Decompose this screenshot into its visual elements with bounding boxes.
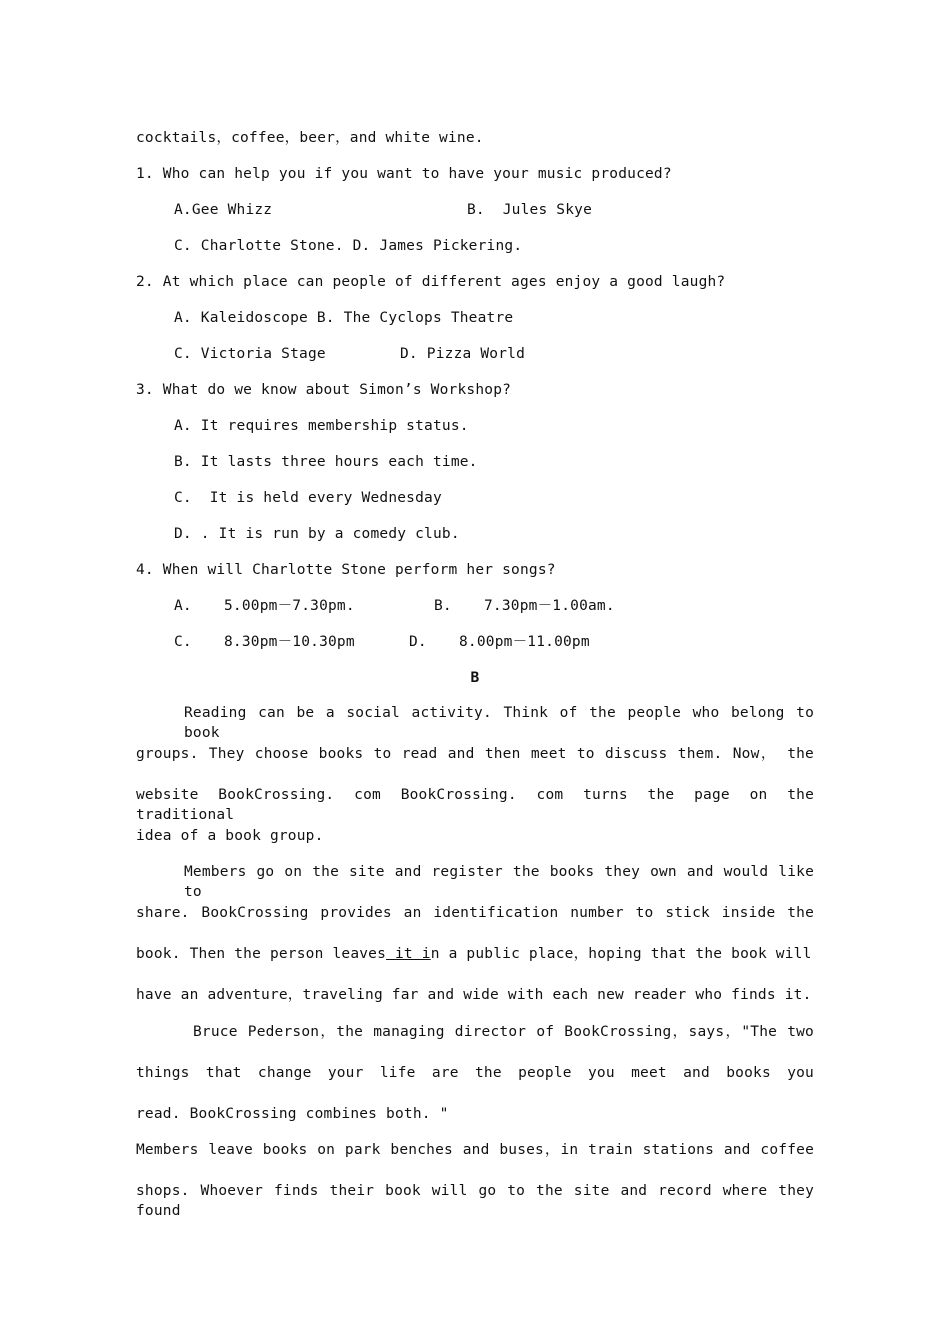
question-4-option-b-label: B. — [434, 598, 452, 614]
question-4-option-a-label: A. — [174, 598, 192, 614]
question-2-option-d: D. Pizza World — [400, 346, 526, 362]
question-3-stem: 3. What do we know about Simon’s Workshop? — [136, 382, 512, 398]
paragraph-2-line-1: Members go on the site and register the books they own and would like to — [184, 864, 814, 900]
question-2-options-ab: A. Kaleidoscope B. The Cyclops Theatre — [174, 310, 514, 326]
paragraph-2-line-3-end: n a public place，hoping that the book will — [430, 946, 812, 962]
question-2-stem: 2. At which place can people of different ages enjoy a good laugh? — [136, 274, 726, 290]
question-4-stem: 4. When will Charlotte Stone perform her songs? — [136, 562, 556, 578]
question-4-option-d-label: D. — [409, 634, 427, 650]
question-3-option-d: D. . It is run by a comedy club. — [174, 526, 460, 542]
question-3-option-b: B. It lasts three hours each time. — [174, 454, 478, 470]
underlined-pronoun: it i — [386, 946, 431, 962]
question-4-option-a: 5.00pm－7.30pm. — [224, 598, 355, 614]
question-1-stem: 1. Who can help you if you want to have your music produced? — [136, 166, 672, 182]
paragraph-1-line-3: website BookCrossing. com BookCrossing. com turns the page on the traditional — [136, 787, 814, 823]
paragraph-3-line-2: things that change your life are the people you meet and books you — [136, 1065, 814, 1081]
question-2-option-c: C. Victoria Stage — [174, 346, 326, 362]
paragraph-3-line-1: Bruce Pederson，the managing director of BookCrossing，says，"The two — [193, 1024, 814, 1040]
question-4-option-d: 8.00pm－11.00pm — [459, 634, 590, 650]
question-3-option-a: A. It requires membership status. — [174, 418, 469, 434]
paragraph-4-line-1: Members leave books on park benches and buses，in train stations and coffee — [136, 1142, 814, 1158]
question-1-options-cd: C. Charlotte Stone. D. James Pickering. — [174, 238, 523, 254]
question-1-option-a: A.Gee Whizz — [174, 202, 273, 218]
paragraph-2-line-3-start: book. Then the person leaves — [136, 946, 387, 962]
paragraph-2-line-4: have an adventure，traveling far and wide with each new reader who finds it. — [136, 987, 812, 1003]
paragraph-2-line-3 — [136, 944, 814, 964]
question-4-option-c: 8.30pm－10.30pm — [224, 634, 355, 650]
question-4-option-c-label: C. — [174, 634, 192, 650]
paragraph-1-line-2: groups. They choose books to read and then meet to discuss them. Now， the — [136, 746, 814, 762]
intro-tail: cocktails，coffee，beer，and white wine. — [136, 130, 484, 146]
section-b-heading: B — [470, 670, 480, 686]
paragraph-1-line-4: idea of a book group. — [136, 828, 324, 844]
paragraph-1-line-1: Reading can be a social activity. Think of the people who belong to book — [184, 705, 814, 741]
question-1-option-b: B. Jules Skye — [467, 202, 593, 218]
question-3-option-c: C. It is held every Wednesday — [174, 490, 442, 506]
paragraph-3-line-3: read. BookCrossing combines both. " — [136, 1106, 449, 1122]
question-4-option-b: 7.30pm－1.00am. — [484, 598, 615, 614]
paragraph-4-line-2: shops. Whoever finds their book will go to the site and record where they found — [136, 1183, 814, 1219]
paragraph-2-line-2: share. BookCrossing provides an identification number to stick inside the — [136, 905, 814, 921]
